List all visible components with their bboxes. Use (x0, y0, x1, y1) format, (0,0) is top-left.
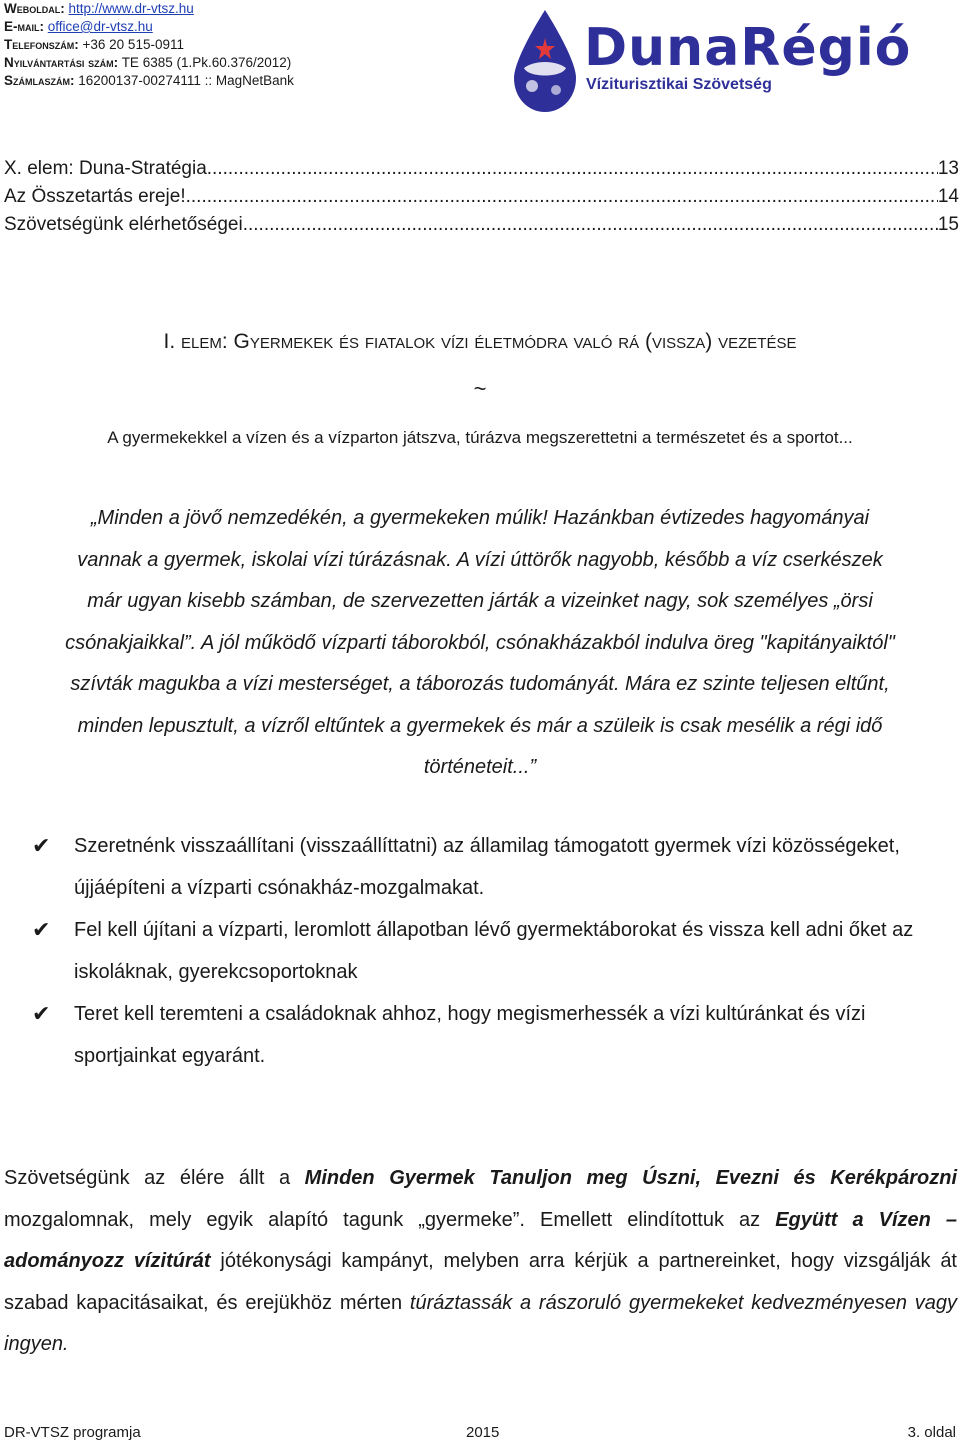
campaign-paragraph (4, 1158, 957, 1366)
check-icon: ✔ (32, 918, 51, 943)
toc-entry-page: 13 (937, 158, 959, 179)
web-label: Weboldal: (4, 1, 65, 16)
logo-word-regio: Régió (740, 18, 912, 78)
web-link[interactable]: http://www.dr-vtsz.hu (68, 1, 194, 16)
toc-entry[interactable] (4, 155, 959, 183)
toc-leader (243, 211, 938, 239)
water-drop-icon (510, 8, 580, 116)
contact-account (4, 72, 294, 90)
paragraph-text: mozgalomnak, mely egyik alapító tagunk „gyermeke”. Emellett elindítottuk az (4, 1208, 776, 1231)
logo-wordmark (584, 18, 911, 78)
registration-label: Nyilvántartási szám: (4, 55, 119, 70)
movement-name: Minden Gyermek Tanuljon meg Úszni, Evezni és Kerékpározni (304, 1167, 957, 1189)
toc-entry-title: X. elem: Duna-Stratégia (4, 158, 207, 179)
email-label: E-mail: (4, 19, 44, 34)
section-subtitle: A gyermekekkel a vízen és a vízparton játszva, túrázva megszerettetni a természetet és a sportot... (107, 428, 853, 447)
account-value: 16200137-00274111 :: MagNetBank (78, 73, 294, 88)
registration-value: TE 6385 (1.Pk.60.376/2012) (121, 55, 292, 70)
phone-value: +36 20 515-0911 (82, 37, 184, 52)
account-label: Számlaszám: (4, 73, 75, 88)
toc-entry[interactable] (4, 211, 959, 239)
contact-block (4, 0, 294, 90)
checklist-item-text: Teret kell teremteni a családoknak ahhoz, hogy megismerhessék a vízi kultúránkat és vízi sportjainkat egyaránt. (74, 1003, 866, 1067)
checklist-item (32, 910, 952, 993)
tilde-divider: ~ (473, 376, 487, 401)
footer-year: 2015 (466, 1424, 500, 1441)
toc (4, 155, 959, 239)
contact-registration (4, 54, 294, 72)
dunaregio-logo (510, 8, 958, 120)
email-link[interactable]: office@dr-vtsz.hu (47, 19, 153, 34)
quote-block: „Minden a jövő nemzedékén, a gyermekeken múlik! Hazánkban évtizedes hagyományai vannak a gyermek, iskolai vízi túrázásnak. A vízi úttörők nagyobb, később a víz cserkészek már ugyan kisebb számban, de szervezetten járták a vizeinket nagy, sok személyes „örsi csónakjaikkal”. A jól működő vízparti táborokból, csónakházakból indulva öreg "kapitányaiktól" szívták magukba a vízi mesterséget, a táborozás tudományát. Mára ez szinte teljesen eltűnt, minden lepusztult, a vízről eltűntek a gyermekek és már a szüleik is csak mesélik a régi idő történeteit...” (65, 507, 895, 778)
toc-leader (207, 155, 938, 183)
logo-tagline: Víziturisztikai Szövetség (586, 76, 772, 93)
toc-entry-page: 15 (937, 214, 959, 235)
paragraph-text: jótékonysági kampányt, melyben arra kérjük a partnereinket, hogy vizsgálják át szabad kapacitásaikat, és erejükhöz mérten (4, 1250, 957, 1314)
contact-web (4, 0, 294, 18)
section-heading (0, 330, 960, 354)
toc-leader (186, 183, 938, 211)
toc-entry[interactable] (4, 183, 959, 211)
checklist-item (32, 994, 952, 1077)
logo-word-duna: Duna (584, 18, 741, 78)
footer-left: DR-VTSZ programja (4, 1424, 141, 1441)
footer-page-number: 3. oldal (907, 1424, 956, 1441)
checklist-item-text: Fel kell újítani a vízparti, leromlott állapotban lévő gyermektáborokat és vissza kell adni őket az iskoláknak, gyerekcsoportoknak (74, 919, 914, 983)
toc-entry-title: Az Összetartás ereje! (4, 186, 186, 207)
goals-checklist (32, 826, 952, 1078)
contact-phone (4, 36, 294, 54)
toc-entry-page: 14 (937, 186, 959, 207)
checklist-item-text: Szeretnénk visszaállítani (visszaállíttatni) az államilag támogatott gyermek vízi közösségeket, újjáépíteni a vízparti csónakház-mozgalmakat. (74, 835, 900, 899)
paragraph-emphasis: túráztassák a rászoruló gyermekeket kedvezményesen vagy ingyen. (4, 1291, 957, 1355)
toc-entry-title: Szövetségünk elérhetőségei (4, 214, 243, 235)
check-icon: ✔ (32, 834, 51, 859)
section-heading-text: I. elem: Gyermekek és fiatalok vízi életmódra való rá (vissza) vezetése (163, 330, 797, 353)
phone-label: Telefonszám: (4, 37, 79, 52)
paragraph-text: Szövetségünk az élére állt a (4, 1167, 305, 1189)
campaign-name: Együtt a Vízen – adományozz vízitúrát (4, 1208, 957, 1272)
check-icon: ✔ (32, 1002, 51, 1027)
contact-email (4, 18, 294, 36)
checklist-item (32, 826, 952, 909)
